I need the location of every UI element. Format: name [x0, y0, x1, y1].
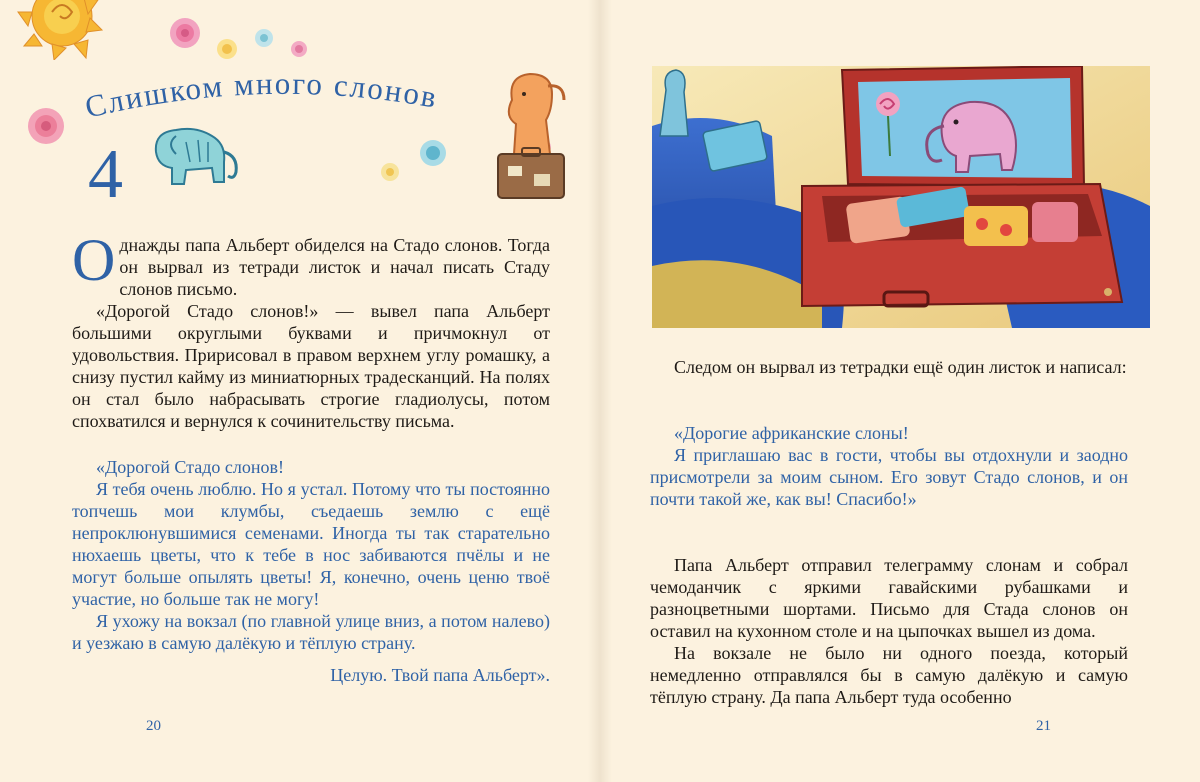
suitcase-icon: [494, 70, 574, 204]
page-number: 20: [146, 718, 161, 734]
intro-paragraph-1: днажды папа Альберт обиделся на Стадо слонов. Тогда он вырвал из тетради листок и начал писать Стаду слонов письмо.: [119, 235, 550, 299]
african-letter-body: Я приглашаю вас в гости, чтобы вы отдохнули и заодно присмотрели за моим сыном. Его зовут Стадо слонов, и он почти такой же, как вы! Спасибо!»: [650, 445, 1128, 509]
drop-cap: О: [72, 227, 116, 293]
right-paragraph-1: [650, 356, 1128, 378]
flower-icon: [26, 106, 66, 146]
flower-icon: [216, 38, 238, 60]
intro-paragraph-2: «Дорогой Стадо слонов!» — вывел папа Альберт большими округлыми буквами и причмокнул от удовольствия. Пририсовал в правом верхнем углу ромашку, а снизу пустил кайму из миниатюрных традесканций. На полях он стал было набрасывать строгие гладиолусы, потом спохватился и вернулся к сочинительству письма.: [72, 301, 550, 431]
right-page: [600, 0, 1200, 782]
intro-text: [72, 227, 550, 432]
flower-icon: [254, 28, 274, 48]
paragraph-station: На вокзале не было ни одного поезда, который немедленно отправлялся бы в самую далёкую и самую тёплую страну. Да папа Альберт туда особенно: [650, 643, 1128, 707]
letter-signature: Целую. Твой папа Альберт».: [330, 665, 550, 685]
african-letter-greeting: «Дорогие африканские слоны!: [674, 423, 909, 443]
letter-to-african-elephants: [650, 422, 1128, 510]
right-narrative: [650, 554, 1128, 708]
sun-icon: [0, 0, 120, 60]
flower-icon: [380, 162, 400, 182]
page-number: 21: [1036, 718, 1051, 734]
suitcase-illustration: [652, 66, 1150, 328]
letter-paragraph-1: Я тебя очень люблю. Но я устал. Потому что ты постоянно топчешь мои клумбы, съедаешь землю с ещё непроклюнувшимися семенами. Иногда ты так старательно нюхаешь цветы, что к тебе в нос забиваются пчёлы и не могут больше опылять цветы! Я, конечно, очень ценю твоё участие, но больше так не могу!: [72, 479, 550, 609]
letter-greeting: «Дорогой Стадо слонов!: [96, 457, 284, 477]
paragraph-telegram: Папа Альберт отправил телеграмму слонам и собрал чемоданчик с яркими гавайскими рубашками и разноцветными шортами. Письмо для Стада слонов он оставил на кухонном столе и на цыпочках вышел из дома.: [650, 555, 1128, 641]
letter-paragraph-2: Я ухожу на вокзал (по главной улице вниз, а потом налево) и уезжаю в самую далёкую и тёплую страну.: [72, 611, 550, 653]
flower-icon: [290, 40, 308, 58]
flower-icon: [168, 16, 202, 50]
chapter-number: 4: [88, 136, 123, 213]
elephant-icon: [146, 122, 242, 188]
svg-text:Слишком много слонов: Слишком много слонов: [81, 65, 441, 125]
paragraph-intro-letter: Следом он вырвал из тетрадки ещё один листок и написал:: [674, 357, 1127, 377]
letter-to-herd: [72, 456, 550, 686]
